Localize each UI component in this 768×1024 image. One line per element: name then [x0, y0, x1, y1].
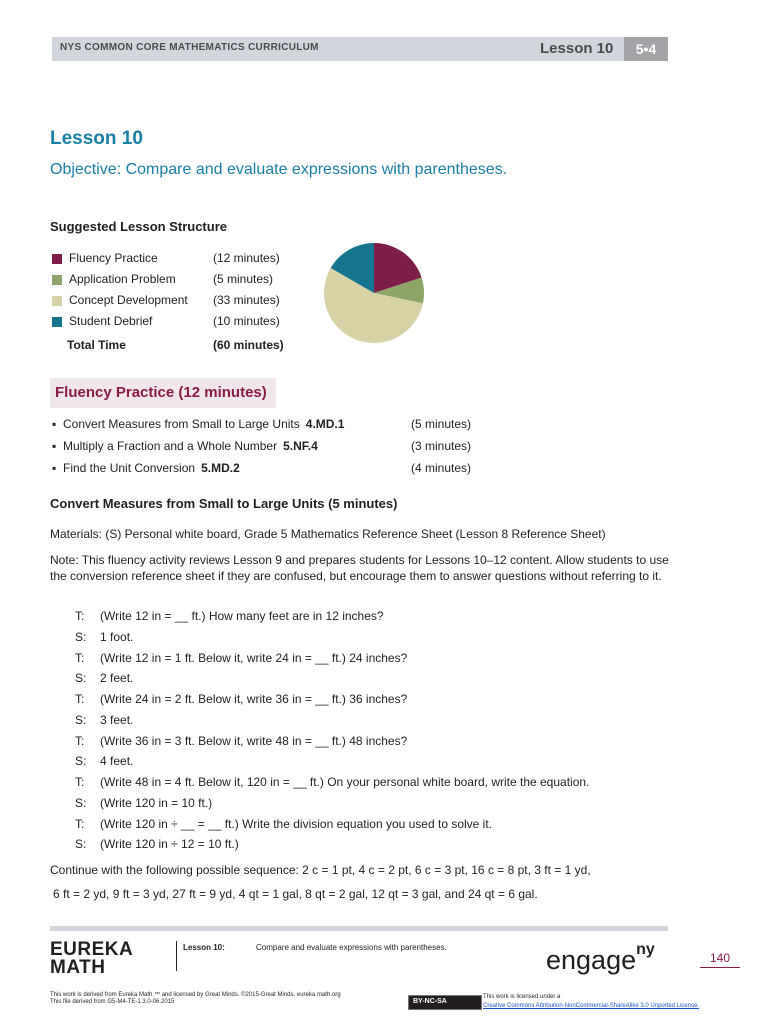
speaker: T: — [75, 775, 85, 789]
cc-license-badge — [408, 995, 482, 1010]
dialogue-text: 2 feet. — [100, 671, 134, 685]
bullet-time: (4 minutes) — [411, 461, 472, 475]
license-notice: This work is licensed under a — [483, 994, 561, 1000]
page-number-underline — [700, 967, 740, 968]
dialogue-text: (Write 36 in = 3 ft. Below it, write 48 in = __ ft.) 48 inches? — [100, 734, 408, 748]
total-value: (60 minutes) — [213, 338, 284, 352]
bullet-icon: ▪ — [52, 461, 57, 475]
eureka-math-logo — [50, 941, 133, 977]
speaker: S: — [75, 796, 87, 810]
legend-label: Application Problem — [69, 272, 176, 286]
engage-text: engage — [546, 945, 637, 975]
dialogue-text: (Write 12 in = 1 ft. Below it, write 24 in = __ ft.) 24 inches? — [100, 651, 408, 665]
bullet-text: Find the Unit Conversion — [63, 461, 196, 475]
legend-swatch-application — [52, 275, 62, 285]
legend-time: (10 minutes) — [213, 314, 280, 328]
derived-notice: This work is derived from Eureka Math ™ and licensed by Great Minds. ©2015-Great Minds. eureka math.org — [50, 992, 341, 998]
bullet-standard: 4.MD.1 — [305, 417, 345, 431]
legend-swatch-debrief — [52, 317, 62, 327]
license-link[interactable]: Creative Commons Attribution-NonCommercial-ShareAlike 3.0 Unported License. — [483, 1003, 700, 1009]
dialogue-text: 1 foot. — [100, 630, 134, 644]
footer-divider — [176, 941, 177, 971]
speaker: T: — [75, 609, 85, 623]
speaker: S: — [75, 837, 87, 851]
dialogue-text: (Write 120 in = 10 ft.) — [100, 796, 213, 810]
dialogue-text: 3 feet. — [100, 713, 134, 727]
legend-label: Student Debrief — [69, 314, 153, 328]
speaker: S: — [75, 630, 87, 644]
fluency-banner-text: Fluency Practice (12 minutes) — [55, 384, 267, 401]
materials-text: Materials: (S) Personal white board, Grade 5 Mathematics Reference Sheet (Lesson 8 Reference Sheet) — [50, 527, 606, 541]
dialogue-text: 4 feet. — [100, 754, 134, 768]
legend-time: (12 minutes) — [213, 251, 280, 265]
logo-line-2: MATH — [50, 957, 106, 978]
bullet-standard: 5.NF.4 — [283, 439, 318, 453]
speaker: T: — [75, 734, 85, 748]
cc-badge-text: BY-NC-SA — [413, 998, 447, 1005]
dialogue-text: (Write 24 in = 2 ft. Below it, write 36 in = __ ft.) 36 inches? — [100, 692, 408, 706]
objective: Objective: Compare and evaluate expressions with parentheses. — [50, 161, 508, 178]
bullet-text: Multiply a Fraction and a Whole Number — [63, 439, 278, 453]
total-label: Total Time — [67, 338, 126, 352]
bullet-time: (3 minutes) — [411, 439, 472, 453]
legend-label: Fluency Practice — [69, 251, 158, 265]
engage-ny-logo — [546, 941, 655, 976]
footer-objective: Compare and evaluate expressions with parentheses. — [256, 943, 447, 952]
convert-heading: Convert Measures from Small to Large Units (5 minutes) — [50, 496, 398, 511]
bullet-icon: ▪ — [52, 439, 57, 453]
dialogue-text: (Write 120 in ÷ 12 = 10 ft.) — [100, 837, 239, 851]
footer-lesson: Lesson 10: — [183, 943, 225, 952]
footer-rule — [50, 926, 668, 931]
legend-label: Concept Development — [69, 293, 188, 307]
dialogue-text: (Write 120 in ÷ __ = __ ft.) Write the division equation you used to solve it. — [100, 817, 493, 831]
legend-swatch-fluency — [52, 254, 62, 264]
dialogue-text: (Write 48 in = 4 ft. Below it, 120 in = __ ft.) On your personal white board, write the equation. — [100, 775, 590, 789]
continue-text-2: 6 ft = 2 yd, 9 ft = 3 yd, 27 ft = 9 yd, 4 qt = 1 gal, 8 qt = 2 gal, 12 qt = 3 gal, and 24 qt = 6 gal. — [53, 887, 538, 901]
ny-text: ny — [636, 941, 655, 958]
logo-line-1: EUREKA — [50, 939, 134, 960]
dialogue-text: (Write 12 in = __ ft.) How many feet are in 12 inches? — [100, 609, 384, 623]
lesson-title: Lesson 10 — [50, 128, 143, 149]
bullet-text: Convert Measures from Small to Large Units — [63, 417, 300, 431]
curriculum-label: NYS COMMON CORE MATHEMATICS CURRICULUM — [60, 42, 319, 53]
legend-swatch-concept — [52, 296, 62, 306]
header-lesson: Lesson 10 — [540, 40, 614, 57]
speaker: S: — [75, 713, 87, 727]
bullet-time: (5 minutes) — [411, 417, 472, 431]
module-badge: 5•4 — [624, 37, 668, 61]
note-text: Note: This fluency activity reviews Lesson 9 and prepares students for Lessons 10–12 content. Allow students to use the conversion reference sheet if they are confused, but encourage them to answer questions without referring to it. — [50, 553, 669, 583]
legend-time: (33 minutes) — [213, 293, 280, 307]
page-number: 140 — [709, 951, 731, 965]
file-notice: This file derived from G5-M4-TE-1.3.0-06.2015 — [50, 999, 175, 1005]
speaker: T: — [75, 817, 85, 831]
bullet-icon: ▪ — [52, 417, 57, 431]
structure-heading: Suggested Lesson Structure — [50, 219, 227, 234]
fluency-banner — [50, 378, 276, 408]
speaker: T: — [75, 651, 85, 665]
speaker: S: — [75, 754, 87, 768]
bullet-standard: 5.MD.2 — [201, 461, 240, 475]
total-time-row — [67, 338, 284, 352]
lesson-structure-pie-chart — [322, 240, 426, 346]
speaker: T: — [75, 692, 85, 706]
legend-time: (5 minutes) — [213, 272, 274, 286]
speaker: S: — [75, 671, 87, 685]
continue-text-1: Continue with the following possible sequence: 2 c = 1 pt, 4 c = 2 pt, 6 c = 3 pt, 16 c = 8 pt, 3 ft = 1 yd, — [50, 863, 591, 877]
